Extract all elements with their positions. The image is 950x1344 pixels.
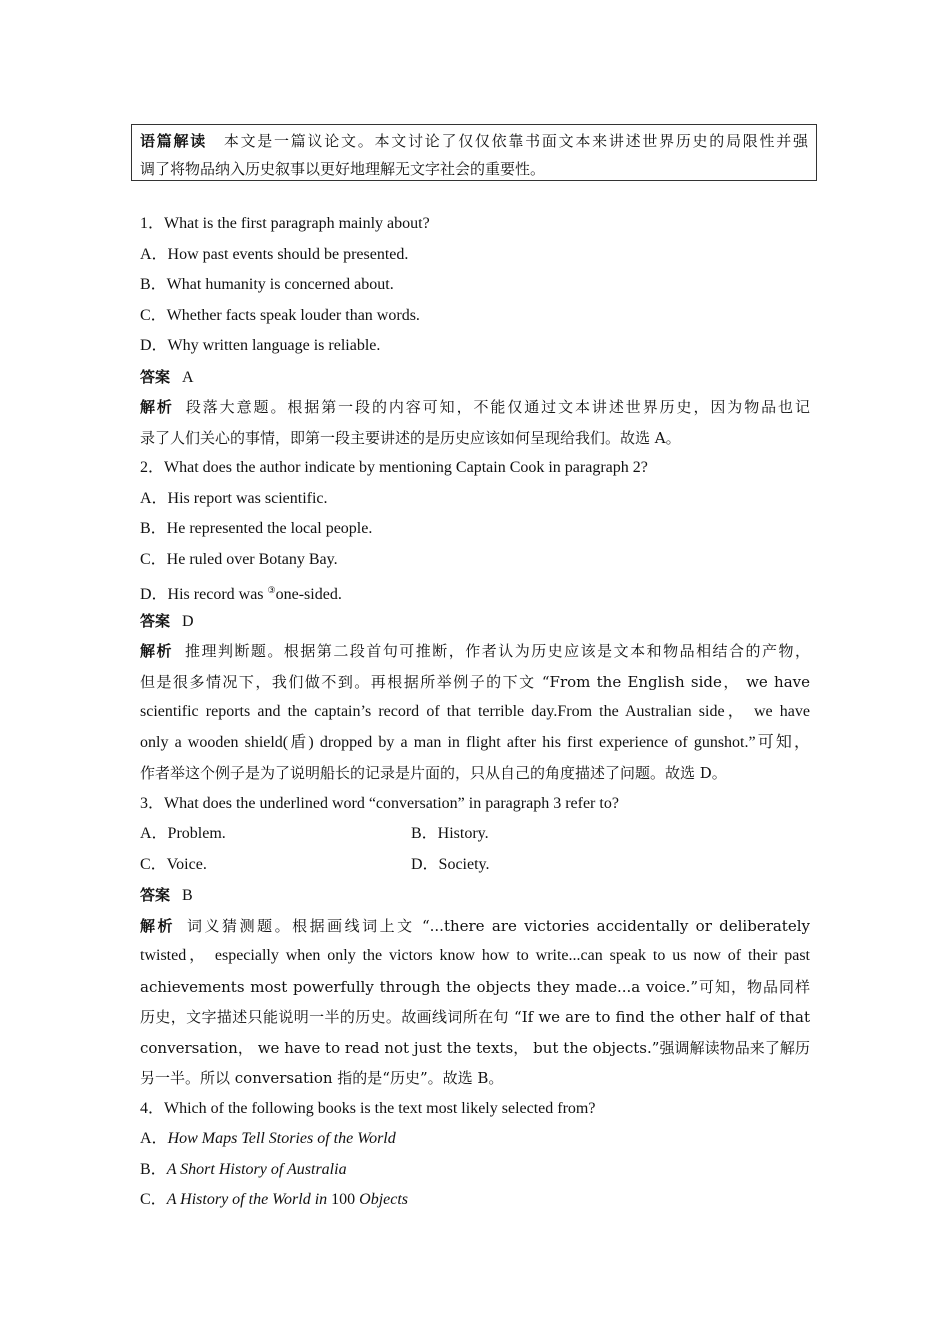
- analysis-label: 解析: [140, 642, 173, 660]
- q1-option-c: C．Whether facts speak louder than words.: [140, 306, 420, 324]
- book-title: How Maps Tell Stories of the World: [167, 1130, 396, 1147]
- answer-label: 答案: [140, 886, 171, 904]
- q3-analysis-line-4: 历史，文字描述只能说明一半的历史。故画线词所在句 “If we are to find the other half of that: [140, 1008, 810, 1026]
- q3-answer-value: B: [182, 887, 193, 904]
- q1-answer-value: A: [182, 368, 194, 386]
- q4-option-c: C．A History of the World in 100 Objects: [140, 1191, 409, 1208]
- q3-option-c: C．Voice.: [140, 855, 207, 873]
- q3-analysis-line-2: twisted， especially when only the victors know how to write...can speak to us now of their past: [140, 947, 810, 964]
- q3-option-a: A．Problem.: [140, 825, 226, 842]
- q2-answer: [140, 606, 810, 637]
- q2-analysis-line-3: scientific reports and the captain’s record of that terrible day.From the Australian side， we have: [140, 703, 810, 720]
- summary-line-1: [140, 127, 808, 155]
- q2-option-a: A．His report was scientific.: [140, 489, 328, 507]
- q1-analysis-line-2: 录了人们关心的事情，即第一段主要讲述的是历史应该如何呈现给我们。故选 A。: [140, 428, 681, 447]
- footnote-marker: ③: [267, 585, 276, 595]
- q4-stem: 4．Which of the following books is the text most likely selected from?: [140, 1099, 596, 1117]
- q4-option-a: A．How Maps Tell Stories of the World: [140, 1130, 396, 1147]
- book-title: A Short History of Australia: [166, 1160, 347, 1178]
- q1-option-d: D．Why written language is reliable.: [140, 337, 381, 354]
- q2-analysis-line-2: 但是很多情况下，我们做不到。再根据所举例子的下文 “From the English side， we have: [140, 672, 810, 691]
- summary-label: 语篇解读: [140, 132, 207, 150]
- answer-label: 答案: [140, 367, 171, 386]
- book-title: A History of the World in: [166, 1191, 328, 1208]
- questions-content: [140, 209, 810, 1216]
- q3-stem: 3．What does the underlined word “conversation” in paragraph 3 refer to?: [140, 794, 619, 812]
- analysis-label: 解析: [140, 398, 174, 416]
- analysis-label: 解析: [140, 916, 176, 935]
- q3-analysis-line-6: 另一半。所以 conversation 指的是“历史”。故选 B。: [140, 1069, 504, 1087]
- q3-analysis-line-3: achievements most powerfully through the objects they made...a voice.”可知，物品同样: [140, 977, 810, 996]
- passage-summary-box: [131, 124, 817, 181]
- q1-option-a: A．How past events should be presented.: [140, 245, 409, 263]
- q2-option-c: C．He ruled over Botany Bay.: [140, 550, 338, 568]
- summary-text-2: 调了将物品纳入历史叙事以更好地理解无文字社会的重要性。: [140, 160, 546, 178]
- book-title-end: Objects: [359, 1191, 409, 1208]
- q2-analysis-line-4: only a wooden shield(盾) dropped by a man in flight after his first experience of gunshot.”可知，: [140, 733, 810, 751]
- q3-option-b: B．History.: [411, 825, 489, 842]
- summary-line-2: [140, 155, 808, 183]
- q2-answer-value: D: [182, 612, 194, 630]
- q2-analysis-line-1: 解析 推理判断题。根据第二段首句可推断，作者认为历史应该是文本和物品相结合的产物，: [140, 642, 810, 660]
- q2-stem: 2．What does the author indicate by mentioning Captain Cook in paragraph 2?: [140, 459, 648, 476]
- q1-answer: [140, 362, 810, 393]
- q2-option-d: D．His record was ③one-sided.: [140, 585, 342, 603]
- q2-option-b: B．He represented the local people.: [140, 520, 373, 537]
- q3-option-d: D．Society.: [411, 855, 490, 873]
- q1-analysis-line-1: 解析 段落大意题。根据第一段的内容可知，不能仅通过文本讲述世界历史，因为物品也记: [140, 398, 810, 416]
- q3-options-row-2: [140, 850, 810, 881]
- q1-stem: 1．What is the first paragraph mainly about?: [140, 215, 430, 232]
- q2-analysis-line-5: 作者举这个例子是为了说明船长的记录是片面的，只从自己的角度描述了问题。故选 D。: [140, 764, 727, 782]
- summary-text-1: 本文是一篇议论文。本文讨论了仅仅依靠书面文本来讲述世界历史的局限性并强: [223, 132, 808, 150]
- q3-answer: [140, 880, 810, 911]
- q4-option-b: B．A Short History of Australia: [140, 1160, 347, 1178]
- q1-option-b: B．What humanity is concerned about.: [140, 276, 394, 293]
- answer-label: 答案: [140, 611, 171, 630]
- q3-analysis-line-1: 解析 词义猜测题。根据画线词上文 “...there are victories accidentally or deliberately: [140, 916, 810, 935]
- q3-options-row-1: [140, 819, 810, 850]
- q3-analysis-line-5: conversation， we have to read not just the texts， but the objects.”强调解读物品来了解历: [140, 1038, 810, 1057]
